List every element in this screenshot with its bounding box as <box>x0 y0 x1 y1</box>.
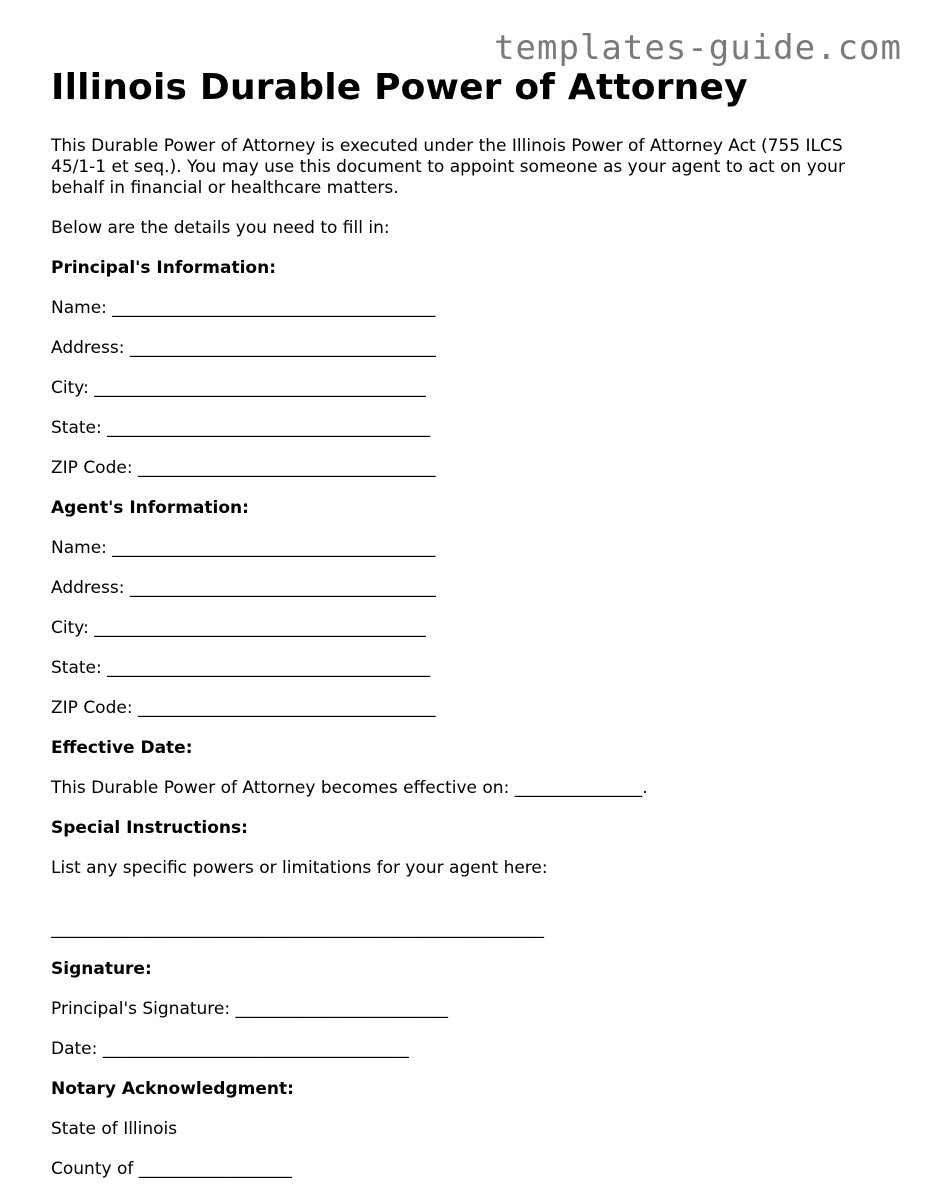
signature-heading: Signature: <box>51 959 152 979</box>
spacer <box>51 879 891 900</box>
document-page <box>51 66 891 1180</box>
watermark: templates-guide.com <box>494 28 902 68</box>
agent-city-field[interactable]: City: _______________________________________ <box>51 618 426 638</box>
agent-name-field[interactable]: Name: ______________________________________ <box>51 538 436 558</box>
special-instructions-field[interactable]: __________________________________________________________ <box>51 919 544 939</box>
effective-date-heading: Effective Date: <box>51 738 193 758</box>
special-instructions-prompt: List any specific powers or limitations for your agent here: <box>51 858 548 878</box>
principal-city-field[interactable]: City: _______________________________________ <box>51 378 426 398</box>
details-instruction: Below are the details you need to fill in: <box>51 218 390 238</box>
agent-heading: Agent's Information: <box>51 498 249 518</box>
principal-address-field[interactable]: Address: ____________________________________ <box>51 338 436 358</box>
document-title: Illinois Durable Power of Attorney <box>51 67 748 108</box>
effective-date-field[interactable]: This Durable Power of Attorney becomes effective on: _______________. <box>51 778 648 798</box>
principal-name-field[interactable]: Name: ______________________________________ <box>51 298 436 318</box>
special-instructions-heading: Special Instructions: <box>51 818 248 838</box>
agent-state-field[interactable]: State: ______________________________________ <box>51 658 431 678</box>
principal-state-field[interactable]: State: ______________________________________ <box>51 418 431 438</box>
signature-date-field[interactable]: Date: ____________________________________ <box>51 1039 409 1059</box>
agent-address-field[interactable]: Address: ____________________________________ <box>51 578 436 598</box>
principal-zip-field[interactable]: ZIP Code: ___________________________________ <box>51 458 436 478</box>
principal-signature-field[interactable]: Principal's Signature: _________________________ <box>51 999 449 1019</box>
notary-county-field[interactable]: County of __________________ <box>51 1159 292 1179</box>
principal-heading: Principal's Information: <box>51 258 276 278</box>
intro-paragraph: This Durable Power of Attorney is executed under the Illinois Power of Attorney Act (755 ILCS 45/1-1 et seq.). You may use this document to appoint someone as your agent to act on your behalf in financial or healthcare matters. <box>51 136 845 198</box>
notary-heading: Notary Acknowledgment: <box>51 1079 294 1099</box>
notary-state: State of Illinois <box>51 1119 178 1139</box>
agent-zip-field[interactable]: ZIP Code: ___________________________________ <box>51 698 436 718</box>
